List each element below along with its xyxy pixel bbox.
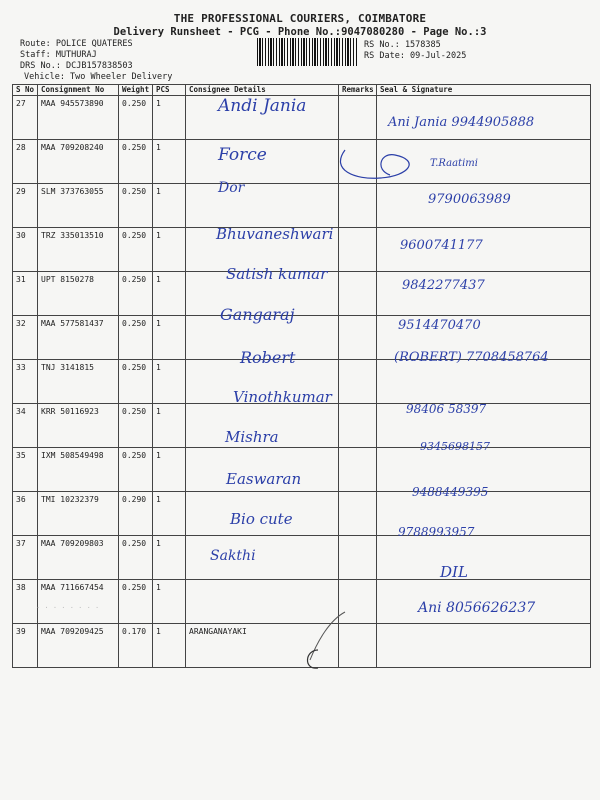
serial-number: 39 — [13, 624, 38, 668]
handwritten-consignee: Mishra — [225, 428, 279, 446]
handwritten-consignee: Easwaran — [226, 470, 302, 488]
consignment-number: KRR 50116923 — [38, 404, 119, 448]
pcs-count: 1 — [153, 492, 186, 536]
rs-number: RS No.: 1578385 — [364, 40, 441, 50]
weight-value: 0.250 — [119, 580, 153, 624]
weight-value: 0.250 — [119, 184, 153, 228]
consignment-number: TNJ 3141815 — [38, 360, 119, 404]
serial-number: 38 — [13, 580, 38, 624]
weight-value: 0.290 — [119, 492, 153, 536]
route-label: Route: POLICE QUATERES — [20, 39, 133, 49]
handwritten-signature: 9514470470 — [398, 318, 481, 333]
consignment-number: MAA 577581437 — [38, 316, 119, 360]
pcs-count: 1 — [153, 272, 186, 316]
pcs-count: 1 — [153, 580, 186, 624]
runsheet-title: Delivery Runsheet - PCG - Phone No.:9047080280 - Page No.:3 — [113, 26, 487, 38]
consignment-number: MAA 711667454 — [38, 580, 119, 624]
column-header: PCS — [153, 85, 186, 96]
handwritten-consignee: Dor — [218, 180, 245, 196]
weight-value: 0.250 — [119, 316, 153, 360]
handwritten-signature: Ani 8056626237 — [418, 600, 536, 616]
weight-value: 0.250 — [119, 404, 153, 448]
handwritten-consignee: Sakthi — [210, 548, 256, 564]
company-name: THE PROFESSIONAL COURIERS, COIMBATORE — [173, 12, 427, 25]
handwritten-signature: 98406 58397 — [406, 402, 487, 416]
rs-date: RS Date: 09-Jul-2025 — [364, 51, 467, 61]
handwritten-consignee: Bio cute — [230, 510, 293, 528]
handwritten-consignee: Gangaraj — [220, 305, 295, 324]
faded-print: · · · · · · · · — [36, 604, 100, 612]
consignment-number: MAA 945573890 — [38, 96, 119, 140]
serial-number: 35 — [13, 448, 38, 492]
consignee-details: ARANGANAYAKI — [186, 624, 339, 668]
serial-number: 28 — [13, 140, 38, 184]
column-header: Consignee Details — [186, 85, 339, 96]
consignment-number: SLM 373763055 — [38, 184, 119, 228]
handwritten-signature: 9345698157 — [420, 440, 490, 453]
stamp-curve — [310, 612, 345, 660]
pcs-count: 1 — [153, 536, 186, 580]
handwritten-consignee: Satish kumar — [226, 265, 328, 283]
weight-value: 0.250 — [119, 272, 153, 316]
pcs-count: 1 — [153, 96, 186, 140]
weight-value: 0.250 — [119, 140, 153, 184]
handwritten-signature: Ani Jania 9944905888 — [388, 115, 535, 130]
staff-label: Staff: MUTHURAJ — [20, 50, 97, 60]
consignment-number: IXM 508549498 — [38, 448, 119, 492]
consignment-number: TRZ 335013510 — [38, 228, 119, 272]
serial-number: 33 — [13, 360, 38, 404]
column-header: Remarks — [339, 85, 377, 96]
handwritten-consignee: Robert — [240, 348, 296, 367]
handwritten-signature: DIL — [440, 563, 468, 581]
pcs-count: 1 — [153, 184, 186, 228]
handwritten-signature: 9842277437 — [402, 278, 485, 293]
handwritten-signature: (ROBERT) 7708458764 — [394, 350, 549, 365]
handwritten-signature: T.Raatimi — [430, 158, 478, 169]
pcs-count: 1 — [153, 360, 186, 404]
pcs-count: 1 — [153, 448, 186, 492]
serial-number: 37 — [13, 536, 38, 580]
serial-number: 30 — [13, 228, 38, 272]
handwritten-signature: 9488449395 — [412, 485, 489, 499]
consignment-number: UPT 8150278 — [38, 272, 119, 316]
consignment-number: TMI 10232379 — [38, 492, 119, 536]
weight-value: 0.250 — [119, 536, 153, 580]
handwritten-signature: 9600741177 — [400, 238, 483, 253]
pcs-count: 1 — [153, 228, 186, 272]
column-header: S No — [13, 85, 38, 96]
pcs-count: 1 — [153, 624, 186, 668]
handwritten-signature: 9790063989 — [428, 192, 511, 207]
scribble-mark — [340, 150, 409, 178]
serial-number: 34 — [13, 404, 38, 448]
consignment-number: MAA 709209425 — [38, 624, 119, 668]
consignment-number: MAA 709208240 — [38, 140, 119, 184]
weight-value: 0.170 — [119, 624, 153, 668]
pcs-count: 1 — [153, 140, 186, 184]
handwritten-signature: 9788993957 — [398, 525, 475, 539]
serial-number: 31 — [13, 272, 38, 316]
weight-value: 0.250 — [119, 448, 153, 492]
drs-number: DRS No.: DCJB157838503 — [20, 61, 133, 71]
handwritten-consignee: Andi Jania — [218, 96, 307, 116]
weight-value: 0.250 — [119, 96, 153, 140]
consignment-number: MAA 709209803 — [38, 536, 119, 580]
serial-number: 32 — [13, 316, 38, 360]
weight-value: 0.250 — [119, 228, 153, 272]
serial-number: 27 — [13, 96, 38, 140]
pcs-count: 1 — [153, 404, 186, 448]
column-header: Consignment No — [38, 85, 119, 96]
pcs-count: 1 — [153, 316, 186, 360]
handwritten-consignee: Force — [218, 145, 267, 165]
vehicle-label: Vehicle: Two Wheeler Delivery — [24, 72, 173, 82]
column-header: Weight — [119, 85, 153, 96]
serial-number: 29 — [13, 184, 38, 228]
serial-number: 36 — [13, 492, 38, 536]
column-header: Seal & Signature — [377, 85, 591, 96]
weight-value: 0.250 — [119, 360, 153, 404]
handwritten-consignee: Bhuvaneshwari — [216, 225, 334, 243]
handwritten-consignee: Vinothkumar — [233, 388, 332, 406]
